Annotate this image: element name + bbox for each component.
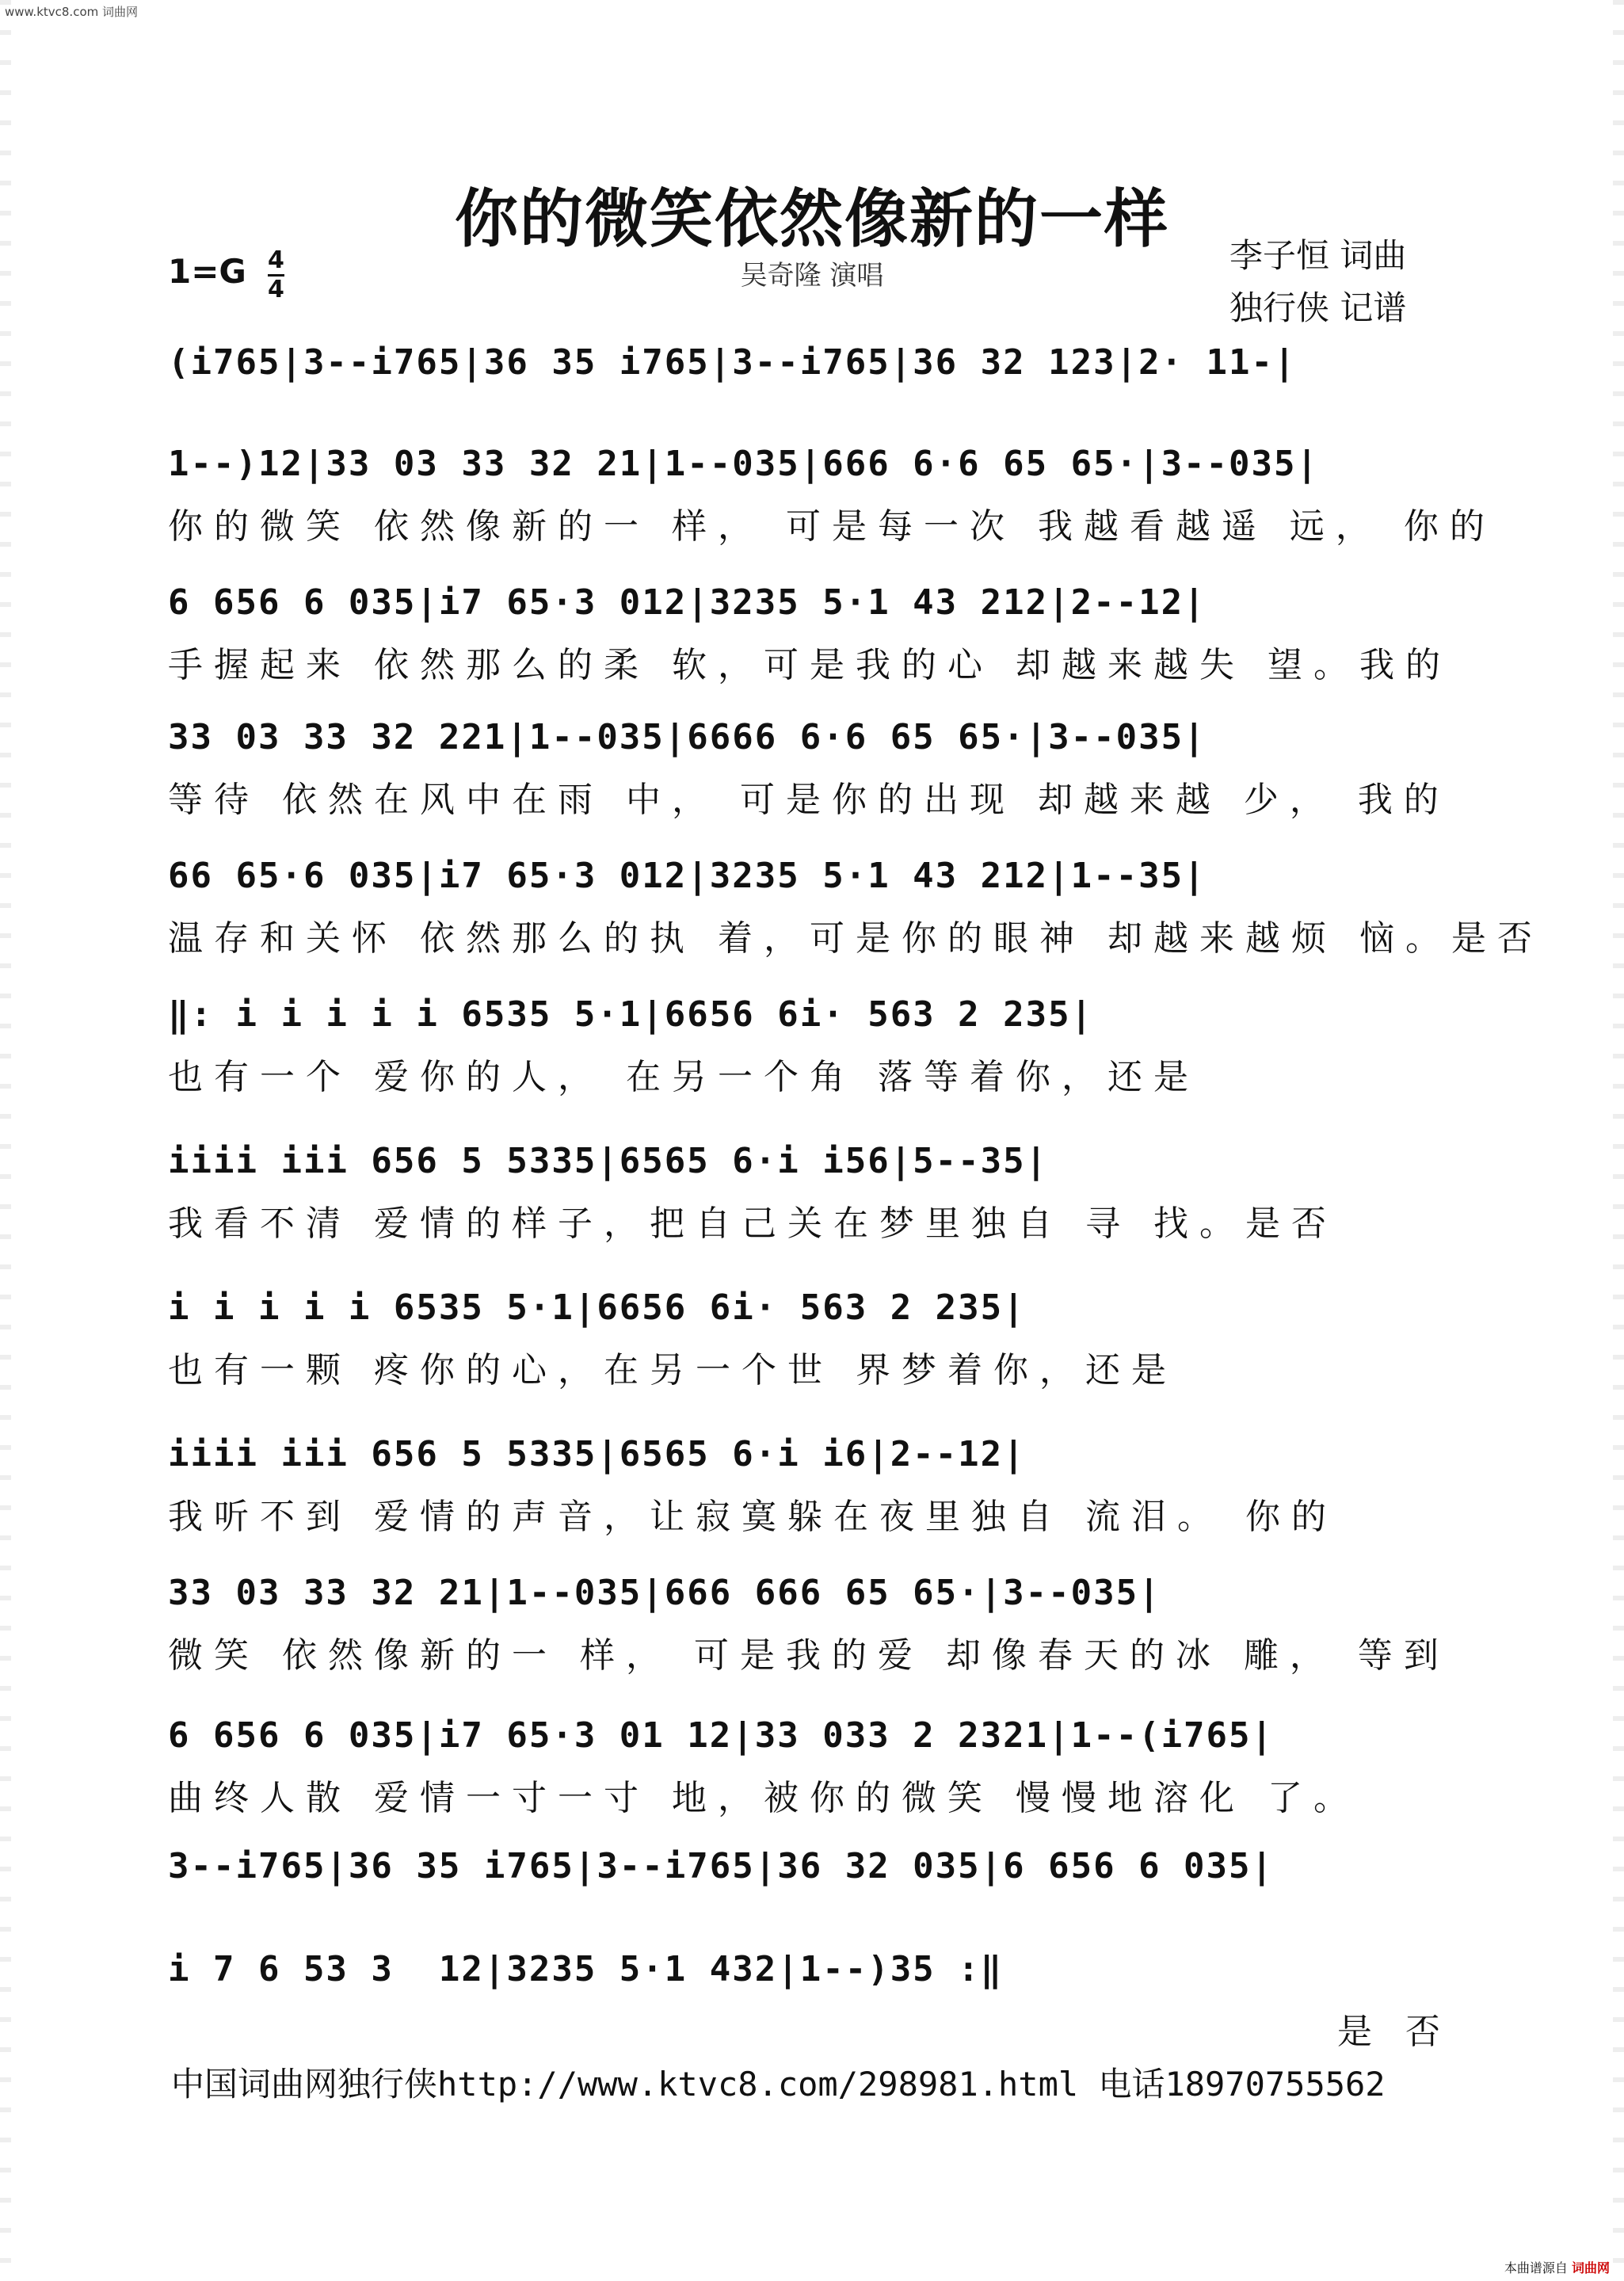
singer-credit: 吴奇隆 演唱 bbox=[740, 260, 884, 292]
notation-row: 6 656 6 035|i7 65·3 012|3235 5·1 43 212|2--12| bbox=[168, 582, 1207, 623]
lyrics-row: 曲终人散 爱情一寸一寸 地，被你的微笑 慢慢地溶化 了。 bbox=[168, 1778, 1359, 1818]
meter-top: 4 bbox=[268, 247, 284, 277]
song-title: 你的微笑依然像新的一样 bbox=[455, 181, 1169, 256]
right-edge-watermark bbox=[1613, 0, 1624, 2281]
lyrics-row: 温存和关怀 依然那么的执 着，可是你的眼神 却越来越烦 恼。是否 bbox=[168, 918, 1543, 959]
lyrics-row: 手握起来 依然那么的柔 软，可是我的心 却越来越失 望。我的 bbox=[168, 645, 1451, 685]
notation-row: 1--)12|33 03 33 32 21|1--035|666 6·6 65 65·|3--035| bbox=[168, 444, 1320, 484]
composer-credit: 李子恒 词曲 bbox=[1229, 236, 1407, 275]
notation-row: ‖: i i i i i 6535 5·1|6656 6i· 563 2 235| bbox=[168, 994, 1094, 1035]
author-credits bbox=[1229, 230, 1406, 334]
site-tag: www.ktvc8.com 词曲网 bbox=[5, 5, 139, 19]
notation-row: iiii iii 656 5 5335|6565 6·i i56|5--35| bbox=[168, 1141, 1049, 1181]
lyrics-row: 我听不到 爱情的声音，让寂寞躲在夜里独自 流泪。 你的 bbox=[168, 1497, 1337, 1537]
notation-row: 66 65·6 035|i7 65·3 012|3235 5·1 43 212|1--35| bbox=[168, 856, 1207, 896]
left-edge-watermark bbox=[0, 0, 11, 2281]
lyrics-row: 等待 依然在风中在雨 中， 可是你的出现 却越来越 少， 我的 bbox=[168, 780, 1450, 820]
notation-row: i i i i i 6535 5·1|6656 6i· 563 2 235| bbox=[168, 1287, 1026, 1328]
brand-right: 词曲网 bbox=[1571, 2260, 1610, 2275]
transcriber-credit: 独行侠 记谱 bbox=[1229, 288, 1407, 327]
lyrics-row: 也有一个 爱你的人， 在另一个角 落等着你，还是 bbox=[168, 1057, 1199, 1097]
lyrics-row: 你的微笑 依然像新的一 样， 可是每一次 我越看越遥 远， 你的 bbox=[168, 506, 1496, 547]
notation-row: 33 03 33 32 221|1--035|6666 6·6 65 65·|3--035| bbox=[168, 717, 1207, 757]
notation-row: 6 656 6 035|i7 65·3 01 12|33 033 2 2321|1--(i765| bbox=[168, 1715, 1275, 1756]
brand-left: 本曲谱源自 bbox=[1504, 2260, 1568, 2275]
brand-tag bbox=[1504, 2258, 1610, 2276]
key-signature: 1=G bbox=[168, 252, 246, 291]
notation-row: 33 03 33 32 21|1--035|666 666 65 65·|3--035| bbox=[168, 1573, 1161, 1613]
lyrics-row: 微笑 依然像新的一 样， 可是我的爱 却像春天的冰 雕， 等到 bbox=[168, 1635, 1450, 1676]
lyrics-row: 我看不清 爱情的样子，把自己关在梦里独自 寻 找。是否 bbox=[168, 1203, 1337, 1244]
time-signature bbox=[268, 247, 284, 303]
notation-row: 3--i765|36 35 i765|3--i765|36 32 035|6 656 6 035| bbox=[168, 1846, 1275, 1886]
notation-row: (i765|3--i765|36 35 i765|3--i765|36 32 123|2· 11-| bbox=[168, 342, 1297, 383]
footer-source: 中国词曲网独行侠http://www.ktvc8.com/298981.html 电话18970755562 bbox=[171, 2065, 1386, 2104]
notation-row: iiii iii 656 5 5335|6565 6·i i6|2--12| bbox=[168, 1434, 1026, 1474]
lyrics-row: 也有一颗 疼你的心，在另一个世 界梦着你，还是 bbox=[168, 1350, 1177, 1390]
meter-bottom: 4 bbox=[268, 276, 284, 303]
lyrics-row: 是 否 bbox=[1337, 2012, 1451, 2052]
notation-row: i 7 6 53 3 12|3235 5·1 432|1--)35 :‖ bbox=[168, 1949, 1004, 1989]
